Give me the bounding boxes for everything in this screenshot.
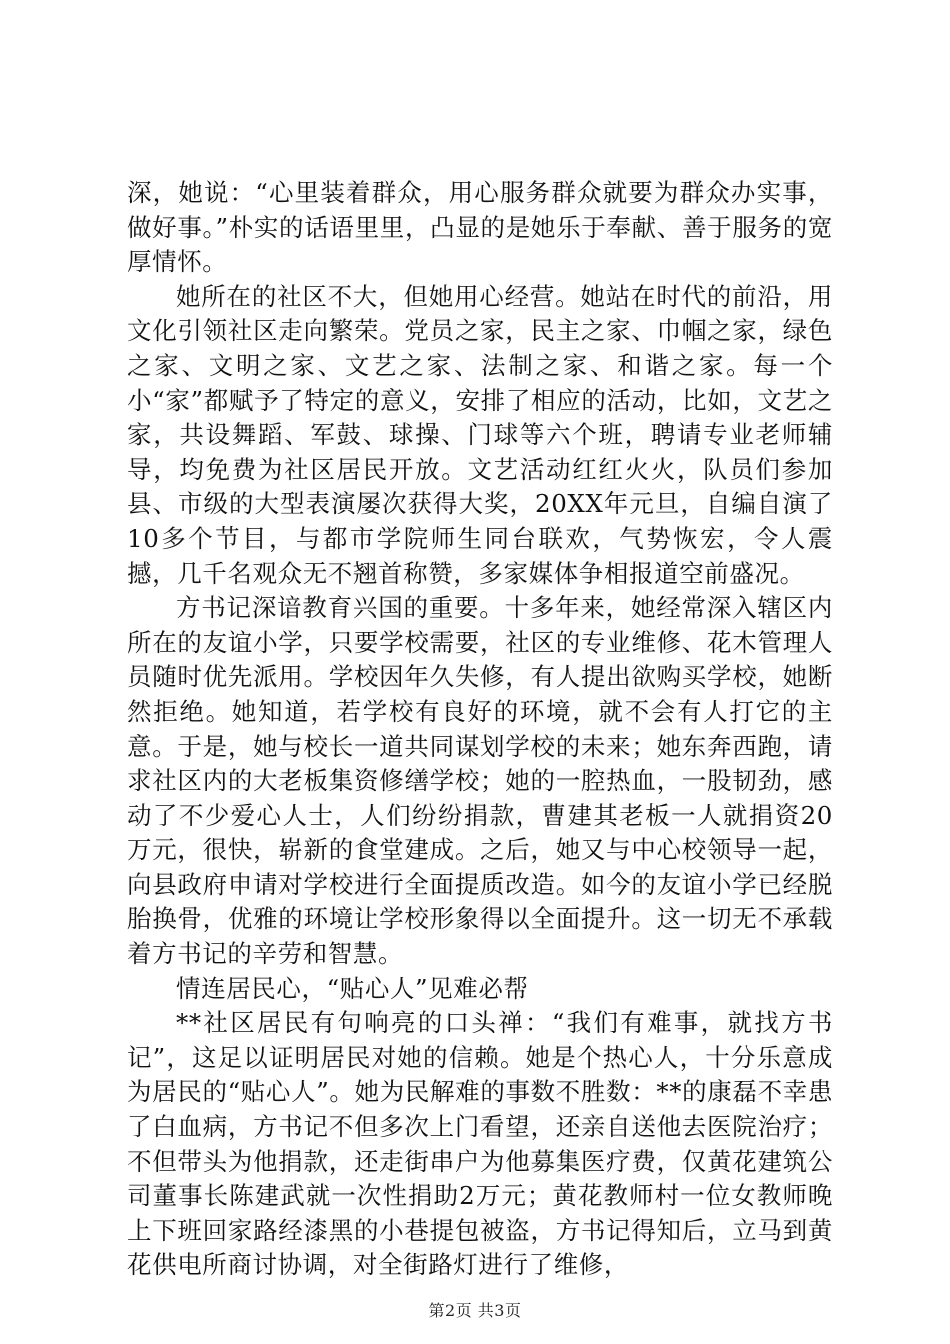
document-body [127, 176, 833, 1283]
paragraph-1: 深，她说：“心里装着群众，用心服务群众就要为群众办实事，做好事。”朴实的话语里里，凸显的是她乐于奉献、善于服务的宽厚情怀。 [127, 178, 833, 277]
paragraph-2: 她所在的社区不大，但她用心经营。她站在时代的前沿，用文化引领社区走向繁荣。党员之家，民主之家、巾帼之家，绿色之家、文明之家、文艺之家、法制之家、和谐之家。每一个小“家”都赋予了特定的意义，安排了相应的活动，比如，文艺之家，共设舞蹈、军鼓、球操、门球等六个班，聘请专业老师辅导，均免费为社区居民开放。文艺活动红红火火，队员们参加县、市级的大型表演屡次获得大奖，20XX年元旦，自编自演了10多个节目，与都市学院师生同台联欢，气势恢宏，令人震撼，几千名观众无不翘首称赞，多家媒体争相报道空前盛况。 [127, 281, 833, 588]
paragraph-4: **社区居民有句响亮的口头禅：“我们有难事，就找方书记”，这足以证明居民对她的信赖。她是个热心人，十分乐意成为居民的“贴心人”。她为民解难的事数不胜数：**的康磊不幸患了白血病，方书记不但多次上门看望，还亲自送他去医院治疗；不但带头为他捐款，还走街串户为他募集医疗费，仅黄花建筑公司董事长陈建武就一次性捐助2万元；黄花教师村一位女教师晚上下班回家路经漆黑的小巷提包被盗，方书记得知后，立马到黄花供电所商讨协调，对全街路灯进行了维修， [127, 1008, 833, 1280]
section-heading: 情连居民心，“贴心人”见难必帮 [176, 973, 529, 1003]
paragraph-3: 方书记深谙教育兴国的重要。十多年来，她经常深入辖区内所在的友谊小学，只要学校需要，社区的专业维修、花木管理人员随时优先派用。学校因年久失修，有人提出欲购买学校，她断然拒绝。她知道，若学校有良好的环境，就不会有人打它的主意。于是，她与校长一道共同谋划学校的未来；她东奔西跑，请求社区内的大老板集资修缮学校；她的一腔热血，一股韧劲，感动了不少爱心人士，人们纷纷捐款，曹建其老板一人就捐资20万元，很快，崭新的食堂建成。之后，她又与中心校领导一起，向县政府申请对学校进行全面提质改造。如今的友谊小学已经脱胎换骨，优雅的环境让学校形象得以全面提升。这一切无不承载着方书记的辛劳和智慧。 [127, 593, 833, 969]
page-number-footer: 第2页 共3页 [428, 1301, 522, 1320]
